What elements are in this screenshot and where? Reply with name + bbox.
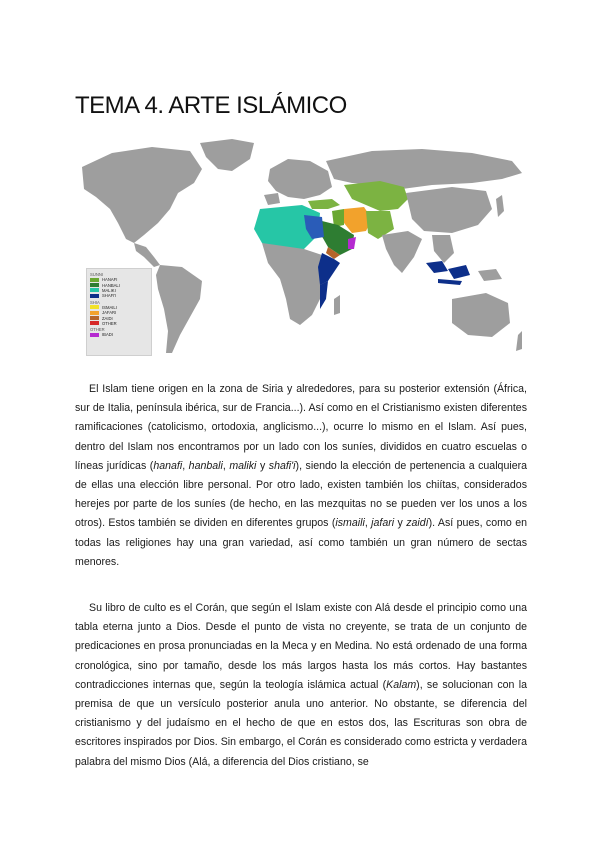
text-run: El Islam tiene origen en la zona de Siria y alrededores, para su posterior extensión (África, sur de Italia, península ibérica, sur de Francia...). Así como en el Cristianismo existen diferentes ramificaciones (catolicismo, ortodoxia, anglicismo...), ocurre lo mismo en el Islam. Así pues, dentro del Islam nos encontramos por un lado con los suníes, divididos en cuatro escuelas o líneas jurídicas ( bbox=[75, 383, 527, 472]
text-run: , bbox=[182, 459, 189, 472]
legend-label: MALIKI bbox=[102, 287, 116, 293]
italic-term: jafari bbox=[371, 517, 395, 530]
legend-swatch bbox=[90, 316, 99, 320]
italic-term: Kalam bbox=[386, 678, 417, 691]
text-run: , bbox=[222, 459, 230, 472]
south-america-landmass bbox=[156, 265, 202, 353]
greenland-landmass bbox=[200, 139, 254, 171]
australia-landmass bbox=[452, 293, 510, 337]
legend-label: JAFARI bbox=[102, 310, 117, 316]
page-title: TEMA 4. ARTE ISLÁMICO bbox=[75, 92, 347, 119]
legend-label: HANAFI bbox=[102, 277, 118, 283]
legend-group-heading: SUNNI bbox=[90, 272, 104, 277]
legend-label: SHAFI'I bbox=[102, 293, 117, 299]
madagascar-landmass bbox=[334, 295, 340, 315]
text-run: ), siendo la elección de pertenencia a cualquiera de ellas una elección libre personal. Por otro lado, existen también los chiítas, considerados herejes por parte de los suníes (de hecho, en las mezquitas no se pueden ver los unos a los otros). Estos también se dividen en diferentes grupos ( bbox=[75, 459, 528, 530]
russia-landmass bbox=[326, 149, 522, 189]
legend-label: ZAIDI bbox=[102, 315, 113, 321]
japan-landmass bbox=[496, 195, 504, 217]
china-landmass bbox=[406, 187, 492, 233]
italic-term: zaidí bbox=[406, 517, 429, 530]
legend-label: IBADI bbox=[102, 332, 113, 338]
legend-group-heading: OTHER bbox=[90, 327, 105, 333]
legend-item bbox=[90, 332, 148, 337]
text-run: y bbox=[256, 459, 269, 472]
legend-swatch bbox=[90, 321, 99, 325]
legend-swatch bbox=[90, 283, 99, 287]
legend-item bbox=[90, 321, 148, 326]
italic-term: hanafi bbox=[153, 459, 183, 472]
oman-ibadi bbox=[348, 237, 356, 249]
new-guinea-landmass bbox=[478, 269, 502, 281]
map-legend bbox=[86, 268, 152, 356]
iberia-landmass bbox=[264, 193, 280, 205]
east-africa-shafii bbox=[318, 253, 340, 285]
italic-term: shafi'i bbox=[268, 459, 296, 472]
indonesia-shafii-2 bbox=[448, 265, 470, 279]
india-landmass bbox=[382, 231, 422, 273]
legend-swatch bbox=[90, 278, 99, 282]
text-run: Su libro de culto es el Corán, que según el Islam existe con Alá desde el principio como una tabla eterna junto a Dios. Desde el punto de vista no creyente, se trata de un conjunto de predicaciones en prosa pronunciadas en la Meca y en Medina. No está ordenado de una forma cronológica, sino por tamaño, desde los más largos hasta los más cortos. Hay bastantes contradicciones internas que, según la teología islámica actual ( bbox=[75, 602, 527, 691]
legend-swatch bbox=[90, 311, 99, 315]
new-zealand-landmass bbox=[516, 331, 522, 351]
legend-group-heading: SHIA bbox=[90, 299, 100, 305]
legend-swatch bbox=[90, 305, 99, 309]
text-run: ), se solucionan con la premisa de que un versículo posterior anula uno anterior. No obstante, se diferencia del cristianismo y del judaísmo en el hecho de que en estos dos, las Escrituras son obra de escritores inspirados por Dios. Sin embargo, el Corán es considerado como estricta y verdadera palabra del mismo Dios (Alá, a diferencia del Dios cristiano, se bbox=[75, 678, 527, 768]
indonesia-shafii-3 bbox=[438, 279, 462, 285]
north-america-landmass bbox=[82, 147, 202, 243]
legend-swatch bbox=[90, 294, 99, 298]
legend-swatch bbox=[90, 288, 99, 292]
paragraph-1 bbox=[75, 380, 527, 572]
legend-label: ISMAILI bbox=[102, 304, 117, 310]
turkey-hanafi bbox=[308, 199, 340, 209]
indonesia-shafii-1 bbox=[426, 261, 448, 273]
italic-term: ismaili bbox=[335, 517, 365, 530]
italic-term: hanbali bbox=[188, 459, 223, 472]
italic-term: maliki bbox=[229, 459, 257, 472]
legend-label: HANBALI bbox=[102, 282, 120, 288]
europe-landmass bbox=[268, 159, 332, 199]
text-run: y bbox=[394, 517, 407, 530]
text-run: ). Así pues, como en todas las religiones hay una gran variedad, así como también un gran número de sectas menores. bbox=[75, 517, 527, 568]
southeast-asia-landmass bbox=[432, 235, 454, 263]
paragraph-2 bbox=[75, 599, 527, 772]
text-run: , bbox=[364, 517, 372, 530]
legend-item bbox=[90, 293, 148, 298]
subsaharan-africa-landmass bbox=[262, 243, 330, 325]
east-africa-coast-shafii bbox=[320, 281, 328, 309]
legend-swatch bbox=[90, 333, 99, 337]
central-america-landmass bbox=[134, 243, 160, 267]
legend-label: OTHER bbox=[102, 320, 117, 326]
